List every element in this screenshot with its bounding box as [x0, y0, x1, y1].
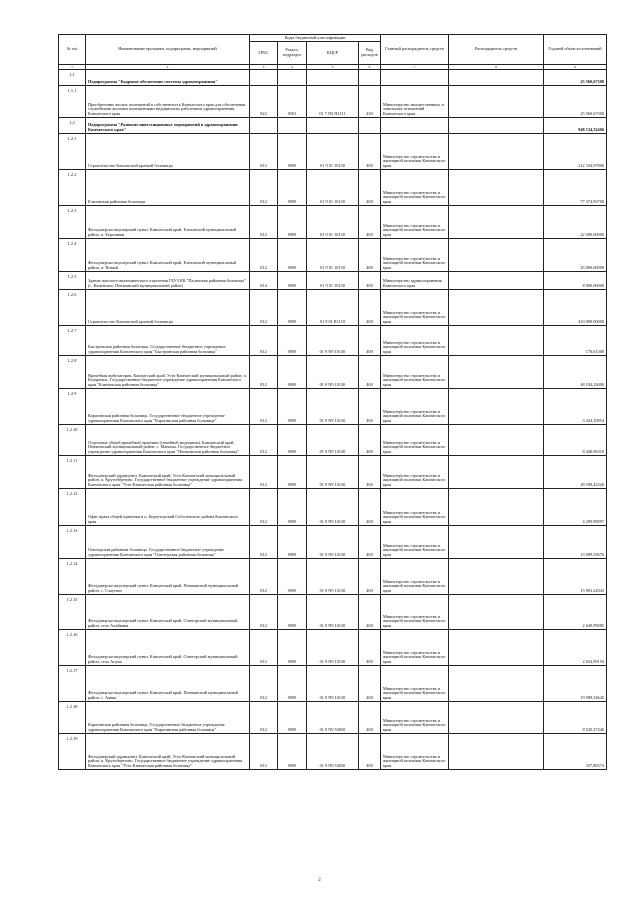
row-chief — [381, 118, 449, 134]
col-index: 1 — [59, 65, 86, 70]
row-ksr: 01 9 01 R1110 — [307, 290, 359, 326]
row-chief: Министерство строительства и жилищной политики Камчатского края — [381, 559, 449, 595]
row-amount: 25 560,67300 — [544, 86, 607, 118]
col-index: 4 — [278, 65, 307, 70]
row-chief: Министерство строительства и жилищной политики Камчатского края — [381, 456, 449, 489]
row-grbs: 812 — [250, 559, 278, 595]
row-number: 1.1 — [59, 70, 86, 86]
row-section: 0909 — [278, 734, 307, 770]
row-vr: 400 — [359, 239, 381, 272]
row-name: Фельдшерско-акушерский пункт. Камчатский край, Елизовский муниципальный район, п. Березняки — [86, 206, 250, 239]
row-recipient — [449, 489, 544, 526]
budget-table-page — [58, 34, 606, 770]
row-number: 1.2.15 — [59, 595, 86, 630]
row-amount: 19 589,34645 — [544, 666, 607, 702]
row-ksr: 01 9 N9 10130 — [307, 389, 359, 425]
row-ksr: 01 9 N9 10130 — [307, 526, 359, 559]
row-section: 0909 — [278, 630, 307, 666]
row-section: 0909 — [278, 290, 307, 326]
row-ksr — [307, 70, 359, 86]
row-number: 1.1.1 — [59, 86, 86, 118]
page-number: 2 — [318, 878, 321, 883]
row-ksr: 01 9 N9 10130 — [307, 630, 359, 666]
row-number: 1.2.5 — [59, 272, 86, 290]
row-ksr: 01 9 N9 10130 — [307, 456, 359, 489]
row-vr: 400 — [359, 734, 381, 770]
row-vr: 400 — [359, 666, 381, 702]
row-section: 0909 — [278, 326, 307, 356]
table-row — [59, 489, 607, 526]
table-row — [59, 356, 607, 389]
row-amount: 176,61300 — [544, 326, 607, 356]
row-chief: Министерство здравоохранения Камчатского края — [381, 272, 449, 290]
row-ksr: 01 9 01 10130 — [307, 239, 359, 272]
row-ksr: 01 9 N9 53650 — [307, 734, 359, 770]
table-row — [59, 86, 607, 118]
row-ksr: 01 9 N9 10130 — [307, 326, 359, 356]
row-amount: 45 000,00000 — [544, 239, 607, 272]
row-ksr: 01 7 N5 П2111 — [307, 86, 359, 118]
row-recipient — [449, 702, 544, 734]
table-row — [59, 702, 607, 734]
row-vr: 400 — [359, 326, 381, 356]
row-amount: 25 560,67300 — [544, 70, 607, 86]
table-row — [59, 595, 607, 630]
row-chief: Министерство строительства и жилищной политики Камчатского края — [381, 206, 449, 239]
row-name: Подпрограмма "Кадровое обеспечение системы здравоохранения" — [86, 70, 250, 86]
row-vr: 400 — [359, 290, 381, 326]
budget-table — [58, 34, 607, 770]
row-number: 1.2.9 — [59, 389, 86, 425]
row-amount: 8 440,96318 — [544, 425, 607, 456]
row-grbs: 812 — [250, 666, 278, 702]
table-row — [59, 326, 607, 356]
row-chief: Министерство строительства и жилищной политики Камчатского края — [381, 630, 449, 666]
row-recipient — [449, 526, 544, 559]
row-amount: 212 334,97806 — [544, 134, 607, 170]
row-recipient — [449, 666, 544, 702]
row-grbs: 812 — [250, 456, 278, 489]
header-name: Наименование программ, подпрограмм, мероприятий — [86, 35, 250, 65]
row-grbs: 812 — [250, 356, 278, 389]
row-name: Олюторская районная больница. Государственное бюджетное учреждение здравоохранения Камчатского края "Олюторская районная больница" — [86, 526, 250, 559]
row-amount: 337,80374 — [544, 734, 607, 770]
col-index: 2 — [86, 65, 250, 70]
table-row — [59, 70, 607, 86]
row-ksr: 01 9 01 10130 — [307, 134, 359, 170]
row-grbs: 812 — [250, 206, 278, 239]
row-chief: Министерство имущественных и земельных отношений Камчатского края — [381, 86, 449, 118]
row-grbs: 812 — [250, 702, 278, 734]
row-grbs: 812 — [250, 425, 278, 456]
row-number: 1.2.6 — [59, 290, 86, 326]
row-chief: Министерство строительства и жилищной политики Камчатского края — [381, 326, 449, 356]
row-name: Фельдшерско-акушерский пункт. Камчатский край, Олюторский муниципальный район, село Ачайваям — [86, 595, 250, 630]
row-vr: 400 — [359, 489, 381, 526]
row-recipient — [449, 290, 544, 326]
row-number: 1.2.4 — [59, 239, 86, 272]
table-body — [59, 70, 607, 770]
row-recipient — [449, 389, 544, 425]
row-vr: 400 — [359, 206, 381, 239]
row-vr: 400 — [359, 170, 381, 206]
row-name: Подпрограмма "Развитие инвестиционных мероприятий в здравоохранении Камчатского края" — [86, 118, 250, 134]
row-vr: 400 — [359, 630, 381, 666]
header-ksr: КЦСР — [307, 42, 359, 65]
row-name: Отделение общей врачебной практики (семейной медицины). Камчатский край, Пенжинский муниципальный район, с. Манилы. Государственное бюджетное учреждение здравоохранения Камчатского края "Пенжинская районная больница" — [86, 425, 250, 456]
row-recipient — [449, 170, 544, 206]
row-vr — [359, 118, 381, 134]
row-vr: 400 — [359, 595, 381, 630]
row-number: 1.2.14 — [59, 559, 86, 595]
row-vr: 400 — [359, 526, 381, 559]
row-grbs: 812 — [250, 526, 278, 559]
row-vr — [359, 70, 381, 86]
row-grbs: 812 — [250, 134, 278, 170]
row-number: 1.2.11 — [59, 456, 86, 489]
row-grbs: 812 — [250, 630, 278, 666]
row-amount: 28 599,42326 — [544, 456, 607, 489]
row-section: 0909 — [278, 666, 307, 702]
row-recipient — [449, 356, 544, 389]
table-row — [59, 425, 607, 456]
table-row — [59, 456, 607, 489]
row-chief: Министерство строительства и жилищной политики Камчатского края — [381, 526, 449, 559]
col-index: 7 — [381, 65, 449, 70]
row-section: 0909 — [278, 559, 307, 595]
row-chief: Министерство строительства и жилищной политики Камчатского края — [381, 666, 449, 702]
row-number: 1.2.10 — [59, 425, 86, 456]
row-name: Фельдшерский здравпункт. Камчатский край, Усть-Камчатский муниципальный район, п. Крутоберегово. Государственное бюджетное учреждение здравоохранения Камчатского края "Усть-Камчатская районная больница" — [86, 734, 250, 770]
row-grbs: 812 — [250, 595, 278, 630]
row-number: 1.2.2 — [59, 170, 86, 206]
row-grbs: 812 — [250, 290, 278, 326]
row-section: 0909 — [278, 206, 307, 239]
row-recipient — [449, 595, 544, 630]
table-row — [59, 389, 607, 425]
row-grbs — [250, 70, 278, 86]
row-name: Карагинская районная больница. Государственное бюджетное учреждение здравоохранения Камчатского края "Карагинская районная больница" — [86, 389, 250, 425]
table-row — [59, 526, 607, 559]
row-number: 1.2.19 — [59, 734, 86, 770]
row-recipient — [449, 326, 544, 356]
row-amount: 410 000,00000 — [544, 290, 607, 326]
row-ksr: 01 9 N9 10130 — [307, 489, 359, 526]
row-name: Офис врача общей практики в п. Кортуторский Соболевского района Камчатского края — [86, 489, 250, 526]
row-grbs: 812 — [250, 734, 278, 770]
row-name: Строительство Камчатской краевой больницы — [86, 290, 250, 326]
row-name: Здание патолого-анатомического отделения ГБУЗ КК "Паланская районная больница" (с. Каменское, Пенжинский муниципальный район) — [86, 272, 250, 290]
row-chief — [381, 70, 449, 86]
row-number: 1.2.18 — [59, 702, 86, 734]
row-section: 0909 — [278, 595, 307, 630]
col-index: 9 — [544, 65, 607, 70]
col-index: 6 — [359, 65, 381, 70]
row-grbs: 814 — [250, 272, 278, 290]
row-number: 1.2.13 — [59, 526, 86, 559]
header-num: № п/п — [59, 35, 86, 65]
header-chief: Главный распорядитель средств — [381, 35, 449, 65]
row-section: 0909 — [278, 356, 307, 389]
row-amount: 2 654,99154 — [544, 630, 607, 666]
header-volume: Годовой объем ассигнований — [544, 35, 607, 65]
header-vr: Вид расходов — [359, 42, 381, 65]
row-vr: 400 — [359, 559, 381, 595]
row-name: Быстринская районная больница. Государственное бюджетное учреждение здравоохранения Камчатского края "Быстринская районная больница" — [86, 326, 250, 356]
row-ksr: 01 9 N9 10130 — [307, 595, 359, 630]
row-section — [278, 118, 307, 134]
row-vr: 400 — [359, 702, 381, 734]
row-amount: 3 434,10854 — [544, 389, 607, 425]
row-vr: 430 — [359, 86, 381, 118]
row-name: Фельдшерско-акушерский пункт. Камчатский край, Олюторский муниципальный район, село Апука — [86, 630, 250, 666]
row-recipient — [449, 734, 544, 770]
row-vr: 400 — [359, 389, 381, 425]
row-recipient — [449, 456, 544, 489]
row-section: 0909 — [278, 272, 307, 290]
row-amount: 22 000,00000 — [544, 206, 607, 239]
header-recipient: Распорядитель средств — [449, 35, 544, 65]
row-chief: Министерство строительства и жилищной политики Камчатского края — [381, 595, 449, 630]
row-recipient — [449, 239, 544, 272]
table-row — [59, 272, 607, 290]
row-ksr: 01 9 01 10130 — [307, 170, 359, 206]
row-amount: 77 374,93700 — [544, 170, 607, 206]
row-chief: Министерство строительства и жилищной политики Камчатского края — [381, 489, 449, 526]
row-amount: 13 089,55676 — [544, 526, 607, 559]
row-name: Фельдшерский здравпункт. Камчатский край, Усть-Камчатский муниципальный район, п. Крутоберегово. Государственное бюджетное учреждение здравоохранения Камчатского края "Усть-Камчатская районная больница" — [86, 456, 250, 489]
row-vr: 400 — [359, 456, 381, 489]
row-recipient — [449, 425, 544, 456]
row-amount: 15 903,22043 — [544, 559, 607, 595]
row-ksr: 01 9 N9 10130 — [307, 356, 359, 389]
row-amount: 2 649,99985 — [544, 595, 607, 630]
row-number: 1.2.3 — [59, 206, 86, 239]
row-grbs: 822 — [250, 86, 278, 118]
row-number: 1.2.17 — [59, 666, 86, 702]
row-recipient — [449, 630, 544, 666]
row-recipient — [449, 70, 544, 86]
table-header — [59, 35, 607, 70]
table-row — [59, 734, 607, 770]
row-ksr: 01 9 N9 53650 — [307, 702, 359, 734]
row-name: Строительство Камчатской краевой больницы — [86, 134, 250, 170]
table-row — [59, 134, 607, 170]
row-name: Фельдшерско-акушерский пункт. Камчатский край, Пенжинский муниципальный район, с. Слаутное — [86, 559, 250, 595]
row-ksr: 01 9 N9 10130 — [307, 666, 359, 702]
row-chief: Министерство строительства и жилищной политики Камчатского края — [381, 425, 449, 456]
row-recipient — [449, 118, 544, 134]
header-grbs: ГРБС — [250, 42, 278, 65]
row-number: 1.2.7 — [59, 326, 86, 356]
row-ksr: 01 9 N9 10130 — [307, 425, 359, 456]
row-name: Елизовская районная больница — [86, 170, 250, 206]
row-chief: Министерство строительства и жилищной политики Камчатского края — [381, 134, 449, 170]
row-ksr — [307, 118, 359, 134]
row-section: 0909 — [278, 526, 307, 559]
row-section: 0909 — [278, 425, 307, 456]
row-chief: Министерство строительства и жилищной политики Камчатского края — [381, 290, 449, 326]
row-section: 0909 — [278, 456, 307, 489]
row-number: 1.2.1 — [59, 134, 86, 170]
table-row — [59, 290, 607, 326]
col-index: 3 — [250, 65, 278, 70]
row-grbs: 812 — [250, 389, 278, 425]
table-row — [59, 170, 607, 206]
row-chief: Министерство строительства и жилищной политики Камчатского края — [381, 734, 449, 770]
row-amount: 48 184,23000 — [544, 356, 607, 389]
row-vr: 400 — [359, 272, 381, 290]
row-recipient — [449, 559, 544, 595]
row-name: Фельдшерско-акушерский пункт. Камчатский край, Пенжинский муниципальный район, с. Аянка — [86, 666, 250, 702]
row-grbs: 812 — [250, 170, 278, 206]
col-index: 5 — [307, 65, 359, 70]
row-ksr: 01 9 N9 10130 — [307, 559, 359, 595]
table-row — [59, 559, 607, 595]
row-section: 0909 — [278, 489, 307, 526]
row-recipient — [449, 206, 544, 239]
row-ksr: 01 9 01 10130 — [307, 272, 359, 290]
row-recipient — [449, 86, 544, 118]
row-number: 1.2.16 — [59, 630, 86, 666]
row-amount: 8 520,37346 — [544, 702, 607, 734]
row-ksr: 01 9 01 10130 — [307, 206, 359, 239]
row-chief: Министерство строительства и жилищной политики Камчатского края — [381, 170, 449, 206]
header-codes-group: Коды бюджетной классификации — [250, 35, 381, 42]
row-vr: 400 — [359, 425, 381, 456]
row-chief: Министерство строительства и жилищной политики Камчатского края — [381, 239, 449, 272]
row-number: 1.2.8 — [59, 356, 86, 389]
col-index: 8 — [449, 65, 544, 70]
row-chief: Министерство строительства и жилищной политики Камчатского края — [381, 389, 449, 425]
table-row — [59, 206, 607, 239]
table-row — [59, 630, 607, 666]
table-row — [59, 239, 607, 272]
row-vr: 400 — [359, 356, 381, 389]
row-amount: 4 299,99997 — [544, 489, 607, 526]
row-chief: Министерство строительства и жилищной политики Камчатского края — [381, 356, 449, 389]
row-vr: 400 — [359, 134, 381, 170]
row-recipient — [449, 272, 544, 290]
row-grbs — [250, 118, 278, 134]
row-number: 1.2.12 — [59, 489, 86, 526]
row-name: Приобретение жилых помещений в собственность Камчатского края для обеспечения служебными жилыми помещениями медицинских работников здравоохранения Камчатского края — [86, 86, 250, 118]
row-recipient — [449, 134, 544, 170]
row-grbs: 812 — [250, 489, 278, 526]
row-section: 0909 — [278, 389, 307, 425]
row-amount: 8 000,00000 — [544, 272, 607, 290]
row-section: 0909 — [278, 170, 307, 206]
row-name: Карагинская районная больница. Государственное бюджетное учреждение здравоохранения Камчатского края "Карагинская районная больница" — [86, 702, 250, 734]
row-number: 1.2 — [59, 118, 86, 134]
row-chief: Министерство строительства и жилищной политики Камчатского края — [381, 702, 449, 734]
row-section: 0909 — [278, 702, 307, 734]
row-section — [278, 70, 307, 86]
row-grbs: 812 — [250, 239, 278, 272]
row-amount: 948 134,32406 — [544, 118, 607, 134]
row-grbs: 812 — [250, 326, 278, 356]
row-section: 0909 — [278, 239, 307, 272]
table-row — [59, 118, 607, 134]
row-name: Фельдшерско-акушерский пункт. Камчатский край, Елизовский муниципальный район, п. Новый — [86, 239, 250, 272]
header-section: Раздел, подраздел — [278, 42, 307, 65]
row-section: 0909 — [278, 134, 307, 170]
row-name: Врачебная амбулатория. Камчатский край, Усть-Камчатский муниципальный район, п. Козыревск. Государственное бюджетное учреждение здравоохранения Камчатского края "Ключевская районная больница" — [86, 356, 250, 389]
table-row — [59, 666, 607, 702]
row-section: 0501 — [278, 86, 307, 118]
